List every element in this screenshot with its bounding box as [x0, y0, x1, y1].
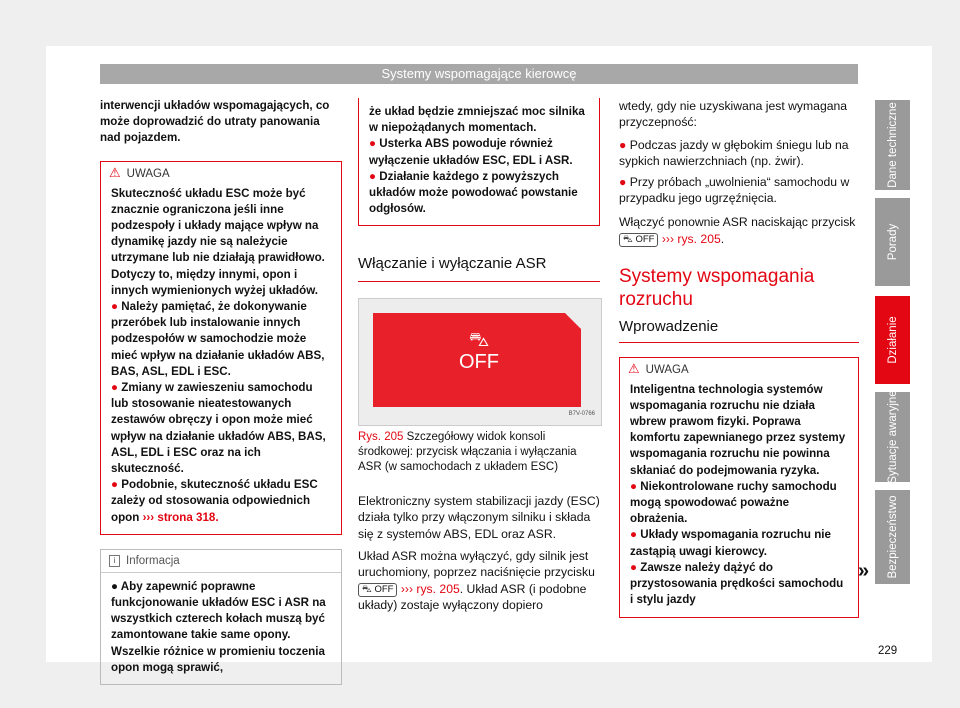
figure-caption: Rys. 205 Szczegółowy widok konsoli środkowej: przycisk włączania i wyłączania ASR (w samochodach z układem ESC)	[358, 430, 577, 473]
warning-title: UWAGA	[645, 363, 689, 376]
column-2	[358, 98, 600, 614]
asr-off-button: ⛍ OFF	[358, 583, 397, 597]
info-header	[101, 550, 341, 573]
info-body	[101, 573, 341, 684]
page-link[interactable]: ››› strona 318.	[142, 510, 219, 524]
warning-bullet: ● Usterka ABS powoduje również wyłączenie układów ESC, EDL i ASR.	[369, 137, 573, 167]
warning-box-continued	[358, 98, 600, 226]
warning-bullet: ● Podobnie, skuteczność układu ESC zależy od stosowania odpowiednich opon ››› strona 318.	[111, 478, 318, 524]
chapter-title: Systemy wspomagania rozruchu	[619, 266, 815, 311]
warning-triangle-icon: ⚠	[628, 360, 640, 376]
figure-link[interactable]: rys. 205	[677, 231, 721, 246]
info-box	[100, 549, 342, 685]
paragraph: Włączyć ponownie ASR naciskając przycisk ⛍ OFF ››› rys. 205.	[619, 215, 856, 246]
paragraph: Elektroniczny system stabilizacji jazdy (ESC) działa tylko przy włączonym silniku i składa się z systemów ABS, EDL oraz ASR.	[358, 493, 600, 541]
bullet-item: ● Podczas jazdy w głębokim śniegu lub na sypkich nawierzchniach (np. żwir).	[619, 137, 849, 169]
info-bullet: ● Aby zapewnić poprawne funkcjonowanie układów ESC i ASR na wszystkich czterech kołach muszą być zamontowane takie same opony. Wszelkie różnice w promieniu toczenia opon mogą sprawić,	[111, 579, 326, 674]
section-subtitle: Wprowadzenie	[619, 319, 859, 342]
warning-body	[101, 184, 341, 534]
bullet-item: ● Przy próbach „uwolnienia“ samochodu w przypadku jego ugrzęźnięcia.	[619, 174, 850, 206]
top-paragraph: interwencji układów wspomagających, co może doprowadzić do utraty panowania nad pojazdem.	[100, 99, 330, 145]
warning-intro: Inteligentna technologia systemów wspomagania rozruchu nie działa wbrew prawom fizyki. Poprawa komfortu zapewnianego przez systemy wspomagania rozruchu nie powinna skłaniać do podejmowania ryzyka.	[630, 382, 846, 477]
section-title: Włączanie i wyłączanie ASR	[358, 256, 600, 281]
continue-arrow: »	[858, 560, 870, 582]
tab-porady[interactable]: Porady	[875, 198, 910, 286]
tab-dzialanie[interactable]: Działanie	[875, 296, 910, 384]
figure	[358, 298, 602, 426]
warning-title: UWAGA	[126, 167, 170, 180]
paragraph: Układ ASR można wyłączyć, gdy silnik jest uruchomiony, poprzez naciśnięcie przycisku ⛍ OFF ››› rys. 205. Układ ASR (i podobne układy) zostaje wyłączony dopiero	[358, 549, 595, 613]
page-number: 229	[878, 645, 898, 657]
warning-bullet: ● Niekontrolowane ruchy samochodu mogą spowodować poważne obrażenia.	[630, 479, 837, 526]
warning-triangle-icon: ⚠	[109, 164, 121, 180]
tab-sytuacje-awaryjne[interactable]: Sytuacje awaryjne	[875, 392, 910, 482]
off-label: OFF	[459, 350, 499, 373]
warning-bullet: ● Działanie każdego z powyższych układów może powodować powstanie odgłosów.	[369, 169, 578, 216]
page-header: Systemy wspomagające kierowcę	[100, 64, 858, 84]
info-icon: i	[109, 555, 120, 567]
asr-off-button: ⛍ OFF	[619, 233, 658, 247]
figure-link[interactable]: rys. 205	[416, 581, 460, 596]
tab-dane-techniczne[interactable]: Dane techniczne	[875, 100, 910, 190]
warning-intro: że układ będzie zmniejszać moc silnika w niepożądanych momentach.	[369, 105, 585, 135]
warning-bullet: ● Zawsze należy dążyć do przystosowania prędkości samochodu i stylu jazdy	[630, 560, 844, 607]
info-title: Informacja	[126, 554, 180, 567]
warning-bullet: ● Należy pamiętać, że dokonywanie przeróbek lub instalowanie innych podzespołów w samochodzie może mieć wpływ na działanie układów ABS, BAS, ASL, EDL i ESC.	[111, 300, 325, 378]
esc-off-icon: ⛍ OFF	[455, 329, 503, 373]
warning-bullet: ● Zmiany w zawieszeniu samochodu lub stosowanie nieatestowanych zestawów obręczy i opon może mieć wpływ na działanie układów ABS, BAS, ASL, EDL i ESC oraz na ich skuteczność.	[111, 381, 326, 476]
warning-body	[359, 98, 599, 225]
warning-box	[100, 161, 342, 535]
warning-header	[101, 162, 341, 184]
column-1	[100, 98, 342, 685]
warning-body	[620, 380, 858, 617]
tab-bezpieczenstwo[interactable]: Bezpieczeństwo	[875, 490, 910, 584]
figure-code: B7V-0766	[568, 411, 595, 418]
column-3	[619, 98, 859, 618]
warning-box	[619, 357, 859, 618]
car-icon: ⛍	[623, 233, 633, 245]
warning-bullet: ● Układy wspomagania rozruchu nie zastąpią uwagi kierowcy.	[630, 528, 831, 558]
paragraph: wtedy, gdy nie uzyskiwana jest wymagana przyczepność:	[619, 99, 848, 130]
warning-intro: Skuteczność układu ESC może być znacznie ograniczona jeśli inne podzespoły i układy mające wpływ na dynamikę jazdy nie są należycie utrzymane lub nie działają prawidłowo. Dotyczy to, między innymi, opon i innych wymienionych wyżej układów.	[111, 186, 325, 297]
warning-header	[620, 358, 858, 380]
car-icon: ⛍	[362, 583, 372, 595]
